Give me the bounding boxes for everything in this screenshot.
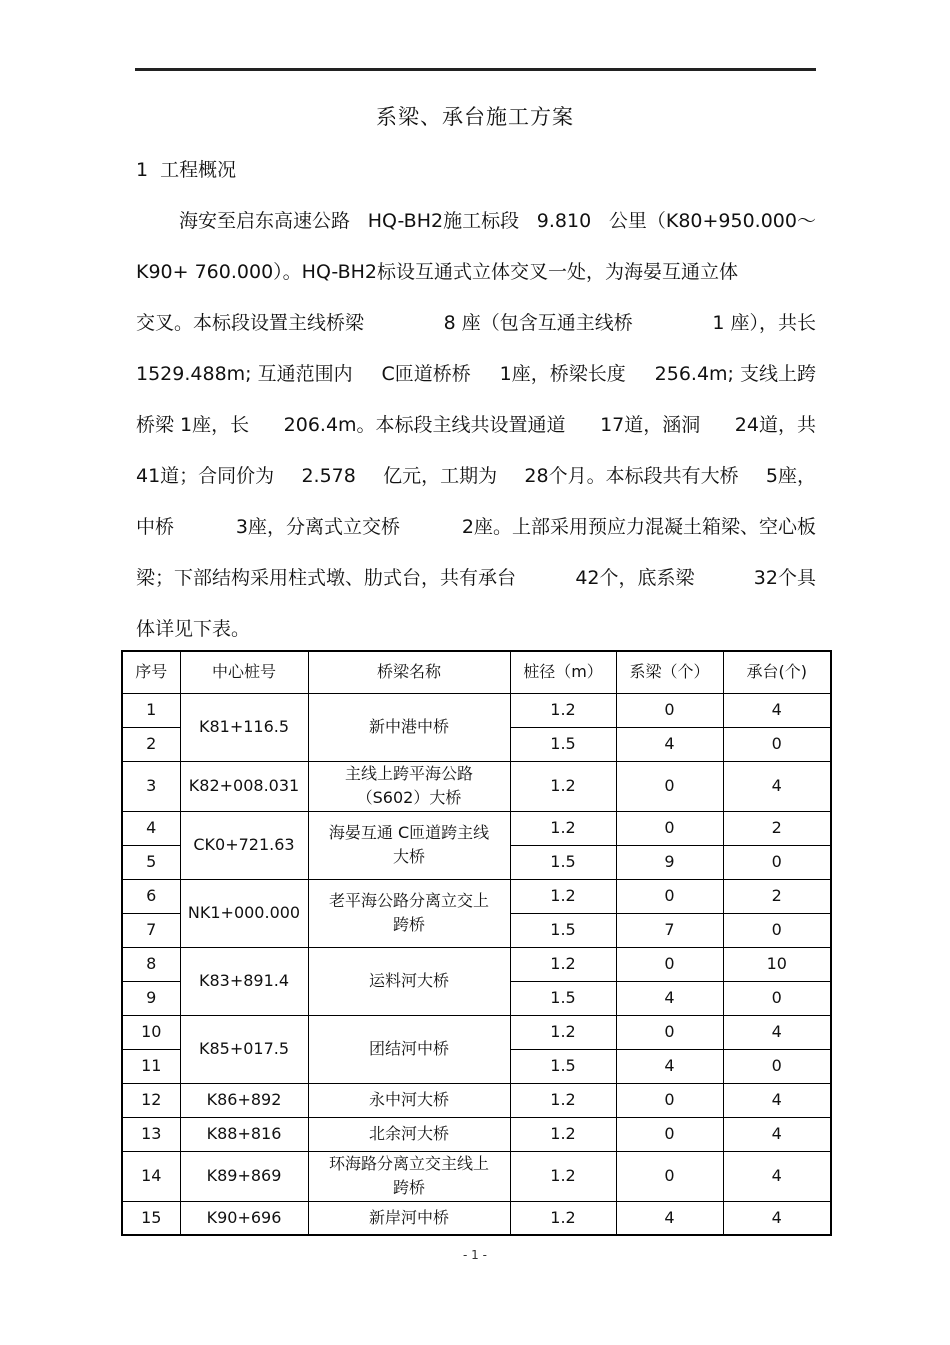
cell-bridge-name: 运料河大桥	[308, 947, 510, 1015]
cell-bridge-name: 永中河大桥	[308, 1083, 510, 1117]
cell-pile-diameter: 1.5	[510, 727, 616, 761]
cell-pile-diameter: 1.2	[510, 693, 616, 727]
cell-station: CK0+721.63	[180, 811, 308, 879]
cell-station: K82+008.031	[180, 761, 308, 811]
cell-pile-caps: 4	[723, 693, 831, 727]
cell-station: K81+116.5	[180, 693, 308, 761]
paragraph-segment: 256.4m; 支线上跨	[654, 363, 816, 385]
paragraph-segment: 梁；下部结构采用柱式墩、肋式台，共有承台	[136, 567, 517, 589]
cell-station: NK1+000.000	[180, 879, 308, 947]
cell-pile-caps: 4	[723, 1083, 831, 1117]
cell-pile-caps: 0	[723, 981, 831, 1015]
paragraph-line	[136, 349, 816, 400]
cell-tie-beams: 4	[616, 727, 723, 761]
cell-pile-diameter: 1.2	[510, 761, 616, 811]
paragraph-segment: C匝道桥桥	[381, 363, 471, 385]
cell-tie-beams: 0	[616, 761, 723, 811]
paragraph-segment: 亿元，工期为	[383, 465, 498, 487]
paragraph-line	[136, 502, 816, 553]
cell-tie-beams: 0	[616, 1015, 723, 1049]
cell-tie-beams: 0	[616, 1117, 723, 1151]
col-header-bridge-name: 桥梁名称	[308, 651, 510, 693]
cell-tie-beams: 0	[616, 947, 723, 981]
cell-tie-beams: 0	[616, 1083, 723, 1117]
cell-tie-beams: 0	[616, 879, 723, 913]
cell-bridge-name: 北余河大桥	[308, 1117, 510, 1151]
cell-bridge-name: 老平海公路分离立交上跨桥	[308, 879, 510, 947]
cell-pile-caps: 4	[723, 1201, 831, 1235]
table-row	[122, 761, 831, 811]
cell-bridge-name: 新岸河中桥	[308, 1201, 510, 1235]
paragraph-line	[136, 451, 816, 502]
table-row	[122, 811, 831, 845]
cell-pile-diameter: 1.2	[510, 1201, 616, 1235]
col-header-pile-diameter: 桩径（m）	[510, 651, 616, 693]
paragraph-segment: 1座，桥梁长度	[499, 363, 626, 385]
cell-no: 9	[122, 981, 180, 1015]
cell-no: 2	[122, 727, 180, 761]
cell-no: 1	[122, 693, 180, 727]
paragraph-line	[136, 247, 816, 298]
cell-pile-caps: 4	[723, 1151, 831, 1201]
table-row	[122, 947, 831, 981]
paragraph-segment: 9.810	[536, 210, 592, 232]
col-header-tie-beams: 系梁（个）	[616, 651, 723, 693]
header-rule	[135, 68, 816, 71]
paragraph-segment: HQ-BH2施工标段	[367, 210, 520, 232]
cell-pile-diameter: 1.5	[510, 1049, 616, 1083]
section-heading	[136, 155, 236, 182]
cell-pile-diameter: 1.2	[510, 1083, 616, 1117]
paragraph-line	[136, 400, 816, 451]
paragraph-segment: 42个，底系梁	[575, 567, 695, 589]
cell-pile-caps: 0	[723, 727, 831, 761]
cell-tie-beams: 7	[616, 913, 723, 947]
cell-tie-beams: 4	[616, 981, 723, 1015]
cell-tie-beams: 4	[616, 1049, 723, 1083]
cell-no: 13	[122, 1117, 180, 1151]
cell-pile-caps: 10	[723, 947, 831, 981]
cell-station: K90+696	[180, 1201, 308, 1235]
col-header-pile-caps: 承台(个)	[723, 651, 831, 693]
cell-no: 7	[122, 913, 180, 947]
cell-no: 15	[122, 1201, 180, 1235]
cell-no: 14	[122, 1151, 180, 1201]
page-title: 系梁、承台施工方案	[376, 105, 574, 129]
cell-station: K85+017.5	[180, 1015, 308, 1083]
overview-paragraph	[136, 196, 816, 655]
cell-bridge-name: 主线上跨平海公路（S602）大桥	[308, 761, 510, 811]
paragraph-line	[136, 298, 816, 349]
col-header-station: 中心桩号	[180, 651, 308, 693]
cell-pile-caps: 0	[723, 1049, 831, 1083]
cell-pile-caps: 0	[723, 845, 831, 879]
paragraph-segment: 3座，分离式立交桥	[235, 516, 400, 538]
bridge-table	[121, 650, 832, 1236]
cell-station: K83+891.4	[180, 947, 308, 1015]
paragraph-segment: 32个具	[753, 567, 816, 589]
table-row	[122, 1015, 831, 1049]
paragraph-line	[136, 604, 816, 655]
paragraph-segment: 公里（K80+950.000～	[608, 210, 816, 232]
table-header-row	[122, 651, 831, 693]
cell-pile-diameter: 1.2	[510, 1015, 616, 1049]
paragraph-segment: 2座。上部采用预应力混凝土箱梁、空心板	[461, 516, 816, 538]
cell-bridge-name: 团结河中桥	[308, 1015, 510, 1083]
paragraph-segment: 体详见下表。	[136, 618, 251, 640]
col-header-no: 序号	[122, 651, 180, 693]
paragraph-segment: 41道；合同价为	[136, 465, 275, 487]
cell-bridge-name: 海晏互通 C匝道跨主线大桥	[308, 811, 510, 879]
cell-no: 8	[122, 947, 180, 981]
cell-no: 5	[122, 845, 180, 879]
cell-bridge-name: 环海路分离立交主线上跨桥	[308, 1151, 510, 1201]
cell-station: K86+892	[180, 1083, 308, 1117]
cell-pile-diameter: 1.2	[510, 947, 616, 981]
cell-pile-diameter: 1.2	[510, 1117, 616, 1151]
paragraph-segment: 交叉。本标段设置主线桥梁	[136, 312, 365, 334]
cell-tie-beams: 4	[616, 1201, 723, 1235]
cell-no: 3	[122, 761, 180, 811]
table-row	[122, 1083, 831, 1117]
cell-bridge-name: 新中港中桥	[308, 693, 510, 761]
cell-pile-diameter: 1.2	[510, 811, 616, 845]
table-row	[122, 1151, 831, 1201]
cell-pile-diameter: 1.2	[510, 1151, 616, 1201]
cell-pile-caps: 2	[723, 811, 831, 845]
paragraph-line	[136, 196, 816, 247]
cell-no: 6	[122, 879, 180, 913]
table-row	[122, 879, 831, 913]
cell-pile-caps: 4	[723, 1015, 831, 1049]
table-row	[122, 1117, 831, 1151]
cell-pile-caps: 2	[723, 879, 831, 913]
cell-pile-caps: 4	[723, 761, 831, 811]
paragraph-segment: 206.4m。本标段主线共设置通道	[283, 414, 566, 436]
section-number: 1	[136, 159, 149, 181]
cell-pile-diameter: 1.5	[510, 981, 616, 1015]
paragraph-segment: 1 座），共长	[712, 312, 816, 334]
cell-station: K88+816	[180, 1117, 308, 1151]
table-row	[122, 693, 831, 727]
paragraph-segment: 28个月。本标段共有大桥	[524, 465, 739, 487]
cell-no: 11	[122, 1049, 180, 1083]
page-number: - 1 -	[463, 1248, 487, 1262]
cell-station: K89+869	[180, 1151, 308, 1201]
cell-tie-beams: 0	[616, 811, 723, 845]
cell-tie-beams: 0	[616, 1151, 723, 1201]
table-row	[122, 1201, 831, 1235]
paragraph-segment: 桥梁 1座，长	[136, 414, 250, 436]
paragraph-segment: 24道，共	[734, 414, 816, 436]
paragraph-segment: 海安至启东高速公路	[179, 210, 351, 232]
paragraph-segment: 中桥	[136, 516, 175, 538]
paragraph-segment: K90+ 760.000）。HQ-BH2标设互通式立体交叉一处，为海晏互通立体	[136, 261, 739, 283]
paragraph-segment: 5座，	[765, 465, 816, 487]
cell-no: 10	[122, 1015, 180, 1049]
cell-no: 12	[122, 1083, 180, 1117]
paragraph-segment: 17道，涵洞	[600, 414, 701, 436]
cell-pile-diameter: 1.5	[510, 845, 616, 879]
section-title: 工程概况	[160, 159, 237, 181]
cell-pile-caps: 0	[723, 913, 831, 947]
cell-pile-diameter: 1.2	[510, 879, 616, 913]
cell-pile-diameter: 1.5	[510, 913, 616, 947]
paragraph-segment: 2.578	[301, 465, 356, 487]
paragraph-segment: 8 座（包含互通主线桥	[443, 312, 633, 334]
cell-tie-beams: 0	[616, 693, 723, 727]
cell-pile-caps: 4	[723, 1117, 831, 1151]
paragraph-line	[136, 553, 816, 604]
cell-no: 4	[122, 811, 180, 845]
paragraph-segment: 1529.488m; 互通范围内	[136, 363, 353, 385]
cell-tie-beams: 9	[616, 845, 723, 879]
